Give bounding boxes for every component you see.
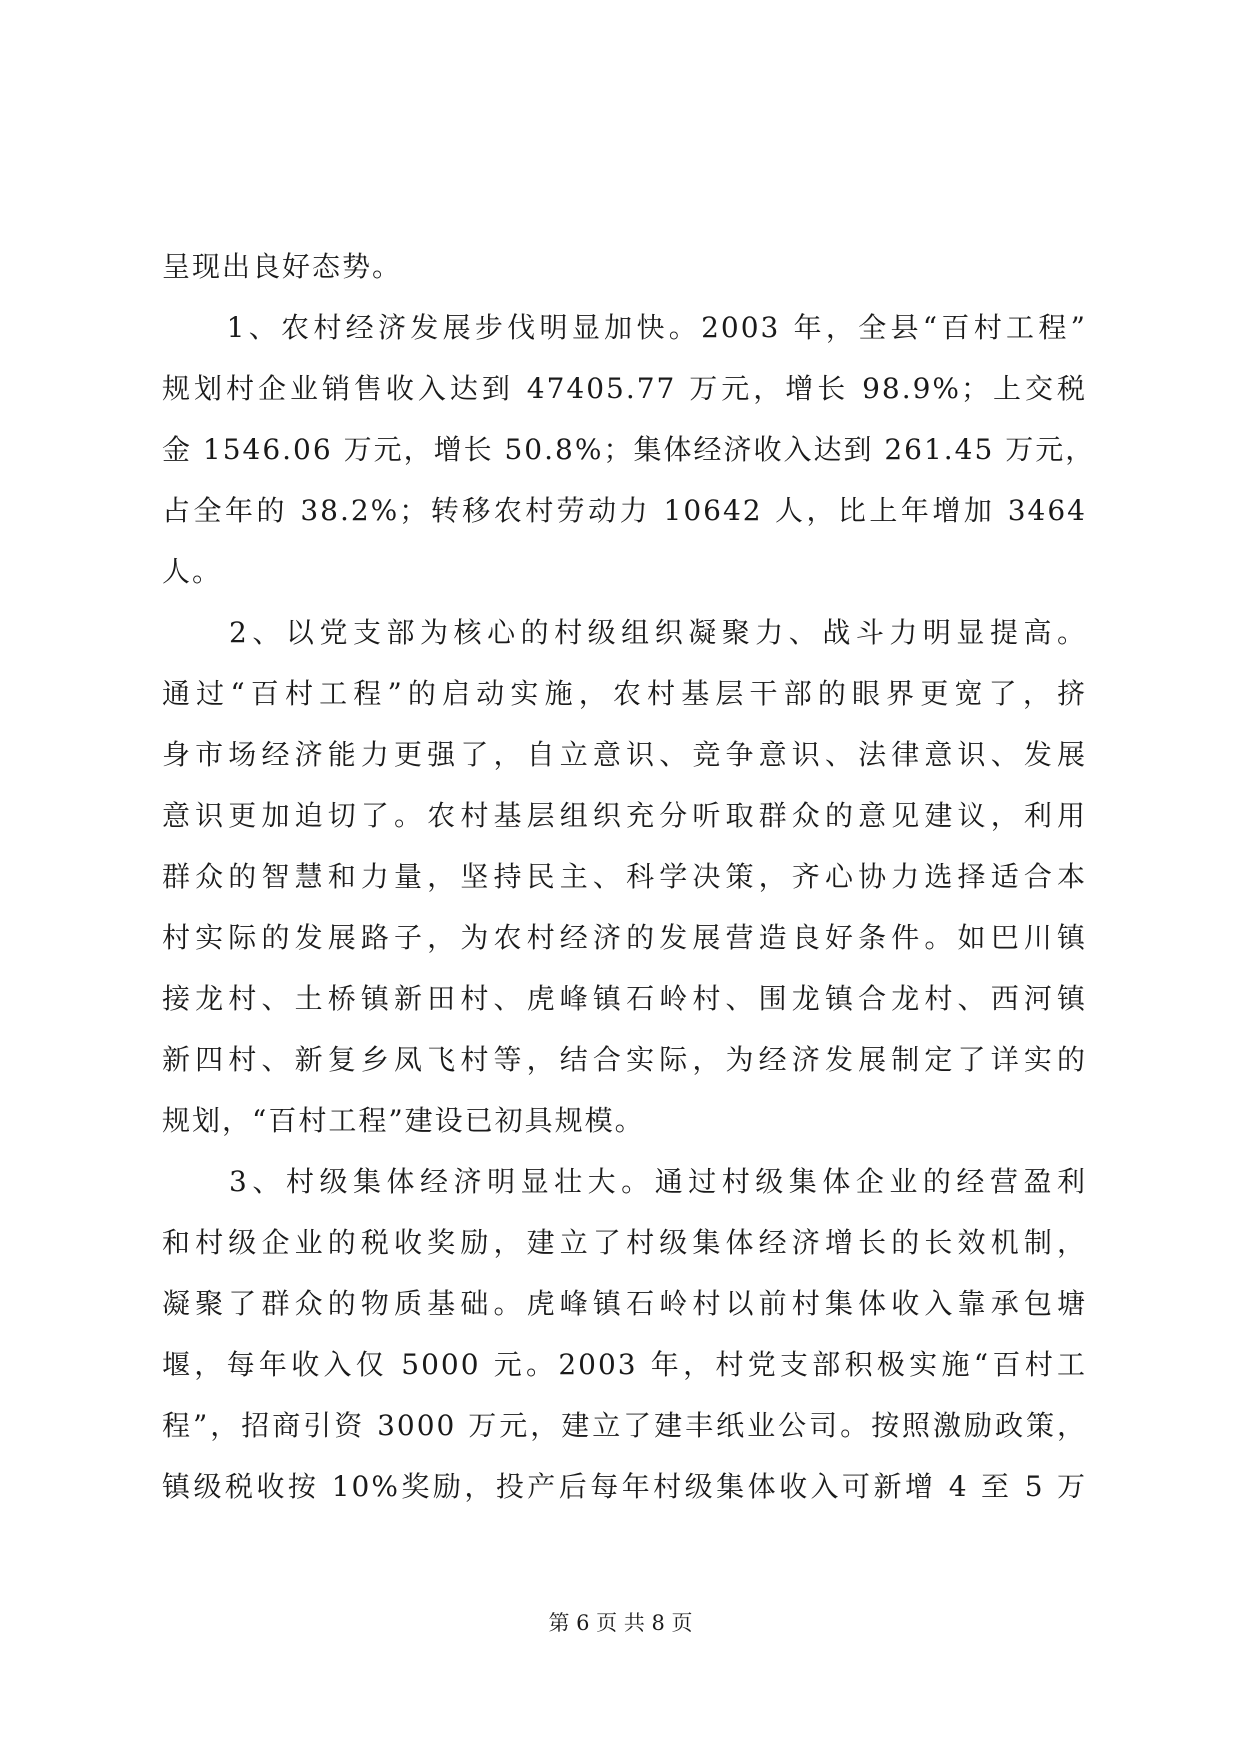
text-line: 占全年的 38.2%；转移农村劳动力 10642 人，比上年增加 3464 [162,494,1087,527]
body-text [162,236,1096,1517]
page-number: 第 6 页 共 8 页 [548,1611,693,1635]
text-line: 呈现出良好态势。 [162,250,403,283]
text-line: 接龙村、土桥镇新田村、虎峰镇石岭村、围龙镇合龙村、西河镇 [162,982,1087,1015]
text-line: 规划村企业销售收入达到 47405.77 万元，增长 98.9%；上交税 [162,372,1087,405]
text-line: 堰，每年收入仅 5000 元。2003 年，村党支部积极实施“百村工 [162,1348,1087,1381]
text-line: 凝聚了群众的物质基础。虎峰镇石岭村以前村集体收入靠承包塘 [162,1287,1087,1320]
text-line: 程”，招商引资 3000 万元，建立了建丰纸业公司。按照激励政策， [162,1409,1087,1442]
text-line: 1、农村经济发展步伐明显加快。2003 年，全县“百村工程” [162,311,1087,344]
text-line: 规划，“百村工程”建设已初具规模。 [162,1104,645,1137]
text-line: 意识更加迫切了。农村基层组织充分听取群众的意见建议，利用 [162,799,1087,832]
text-line: 通过“百村工程”的启动实施，农村基层干部的眼界更宽了，挤 [162,677,1087,710]
text-line: 金 1546.06 万元，增长 50.8%；集体经济收入达到 261.45 万元， [162,433,1096,466]
text-line: 群众的智慧和力量，坚持民主、科学决策，齐心协力选择适合本 [162,860,1087,893]
text-line: 身市场经济能力更强了，自立意识、竞争意识、法律意识、发展 [162,738,1087,771]
text-line: 人。 [162,555,223,588]
text-line: 和村级企业的税收奖励，建立了村级集体经济增长的长效机制， [162,1226,1087,1259]
text-line: 镇级税收按 10%奖励，投产后每年村级集体收入可新增 4 至 5 万 [162,1470,1087,1503]
text-line: 2、以党支部为核心的村级组织凝聚力、战斗力明显提高。 [162,616,1087,649]
text-line: 村实际的发展路子，为农村经济的发展营造良好条件。如巴川镇 [162,921,1087,954]
text-line: 3、村级集体经济明显壮大。通过村级集体企业的经营盈利 [162,1165,1087,1198]
text-line: 新四村、新复乡凤飞村等，结合实际，为经济发展制定了详实的 [162,1043,1087,1076]
